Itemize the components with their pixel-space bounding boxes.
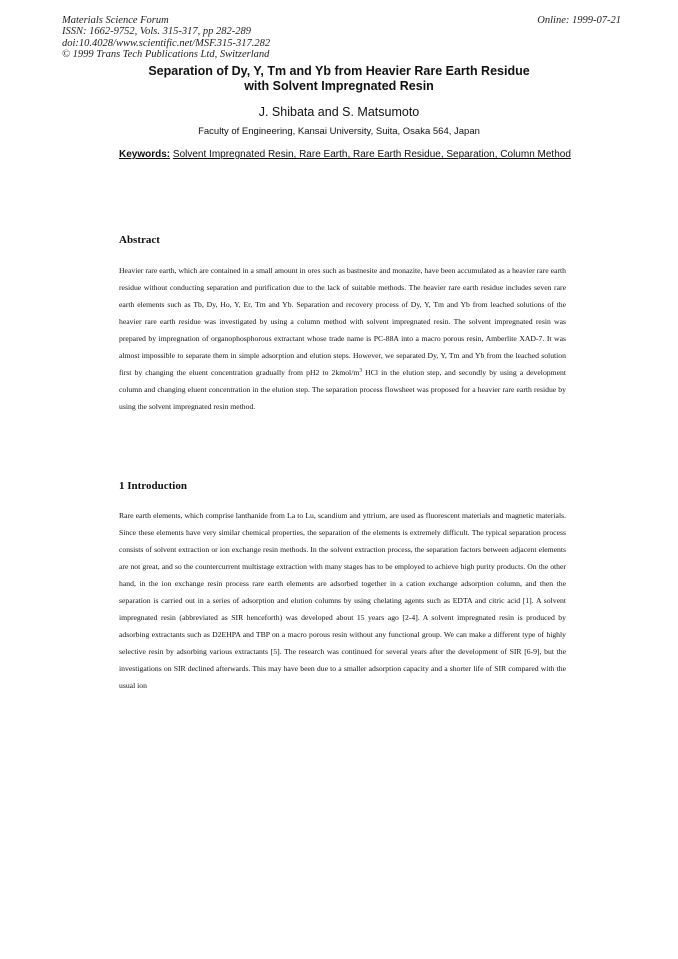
abstract-text-part2: HCl in the elution step, and secondly by using a development column and changing eluent concentration in the elution step. The separation process flowsheet was proposed for a heavier rare earth residue by using the solvent impregnated resin method. xyxy=(119,368,566,411)
journal-doi: doi:10.4028/www.scientific.net/MSF.315-317.282 xyxy=(62,37,271,49)
paper-title-line1: Separation of Dy, Y, Tm and Yb from Heavier Rare Earth Residue xyxy=(148,64,530,78)
journal-header xyxy=(62,15,270,61)
abstract-heading: Abstract xyxy=(119,234,160,246)
abstract-superscript: 3 xyxy=(359,367,363,374)
journal-issn: ISSN: 1662-9752, Vols. 315-317, pp 282-289 xyxy=(62,26,251,38)
journal-name: Materials Science Forum xyxy=(62,15,169,26)
journal-copyright: © 1999 Trans Tech Publications Ltd, Switzerland xyxy=(62,49,270,61)
abstract-text-part1: Heavier rare earth, which are contained in a small amount in ores such as bastnesite and monazite, have been accumulated as a heavier rare earth residue without conducting separation and purification due to the lack of suitable methods. The heavier rare earth residue includes seven rare earth elements such as Tb, Dy, Ho, Y, Er, Tm and Yb. Separation and recovery process of Dy, Y, Tm and Yb from leached solutions of the heavier rare earth residue was investigated by using a column method with solvent impregnated resin. The solvent impregnated resin was prepared by impregnation of organophosphorous extractant whose trade name is PC-88A into a macro porous resin, Amberlite XAD-7. It was almost impossible to separate them in simple adsorption and elution steps. However, we separated Dy, Y, Tm and Yb from the leached solution first by changing the eluent concentration gradually from pH2 to 2kmol/m xyxy=(119,266,566,377)
keywords xyxy=(119,149,571,161)
abstract-text xyxy=(119,262,566,415)
paper-title xyxy=(110,64,568,93)
paper-affiliation: Faculty of Engineering, Kansai University, Suita, Osaka 564, Japan xyxy=(198,126,480,137)
paper-title-line2: with Solvent Impregnated Resin xyxy=(244,78,434,93)
introduction-text: Rare earth elements, which comprise lanthanide from La to Lu, scandium and yttrium, are used as fluorescent materials and magnetic materials. Since these elements have very similar chemical properties, the separation of the elements is extremely difficult. The typical separation process consists of solvent extraction or ion exchange resin methods. In the solvent extraction process, the separation factors between adjacent elements are not great, and so the countercurrent multistage extraction with many stages has to be employed to achieve high purity products. On the other hand, in the ion exchange resin process rare earth elements are adsorbed together in a cation exchange adsorption column, and then the separation is carried out in a series of adsorption and elution columns by using chelating agents such as EDTA and citric acid [1]. A solvent impregnated resin (abbreviated as SIR henceforth) was developed about 15 years ago [2-4]. A solvent impregnated resin is produced by adsorbing extractants such as D2EHPA and TBP on a macro porous resin without any functional group. We can make a different type of highly selective resin by adsorbing various extractants [5]. The research was continued for several years after the development of SIR [6-9], but the investigations on SIR declined afterwards. This may have been due to a smaller adsorption capacity and a shorter life of SIR compared with the usual ion xyxy=(119,511,566,690)
paper-authors: J. Shibata and S. Matsumoto xyxy=(258,105,420,119)
online-date: Online: 1999-07-21 xyxy=(537,15,621,26)
introduction-heading: 1 Introduction xyxy=(119,480,187,492)
keywords-text: Solvent Impregnated Resin, Rare Earth, Rare Earth Residue, Separation, Column Method xyxy=(172,149,571,160)
keywords-label: Keywords: xyxy=(119,149,171,160)
